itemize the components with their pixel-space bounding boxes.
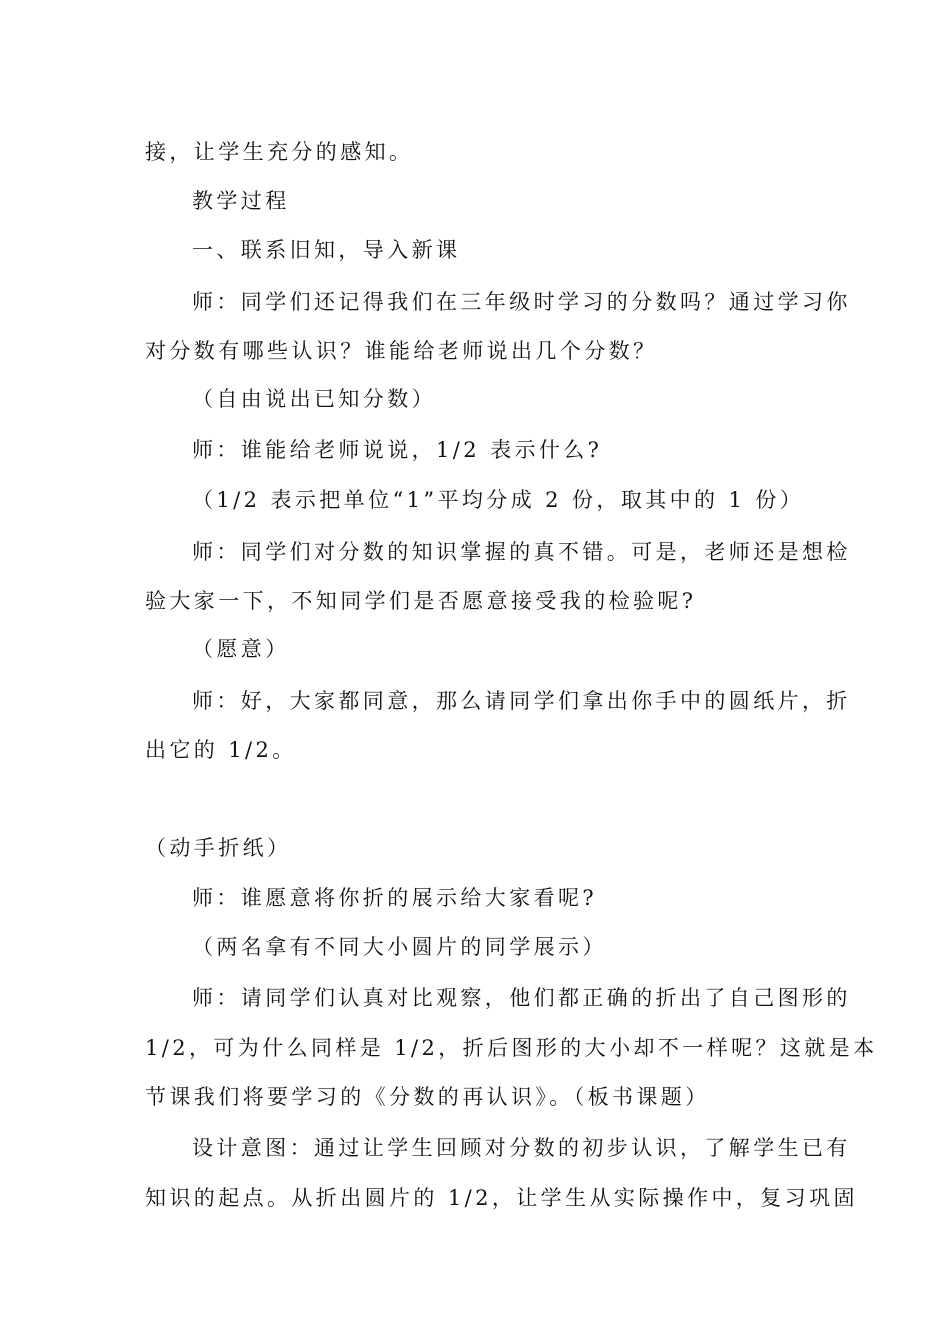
text-line: 师：请同学们认真对比观察，他们都正确的折出了自己图形的 — [192, 986, 851, 1010]
text-line: 设计意图：通过让学生回顾对分数的初步认识，了解学生已有 — [192, 1136, 851, 1160]
text-line: 接，让学生充分的感知。 — [145, 140, 414, 164]
text-line: 1/2，可为什么同样是 1/2，折后图形的大小却不一样呢？这就是本 — [145, 1036, 878, 1060]
text-line: 师：同学们对分数的知识掌握的真不错。可是，老师还是想检 — [192, 540, 851, 564]
text-line: 师：谁能给老师说说，1/2 表示什么? — [192, 438, 603, 462]
text-line: （愿意） — [192, 637, 290, 661]
text-line: 对分数有哪些认识？谁能给老师说出几个分数？ — [145, 339, 658, 363]
text-line: 师：好，大家都同意，那么请同学们拿出你手中的圆纸片，折 — [192, 689, 851, 713]
text-line: （动手折纸） — [145, 836, 292, 860]
section-heading: 教学过程 — [192, 189, 290, 213]
text-line: 出它的 1/2。 — [145, 738, 297, 762]
text-line: （自由说出已知分数） — [192, 387, 436, 411]
text-line: 验大家一下，不知同学们是否愿意接受我的检验呢? — [145, 589, 697, 613]
text-line: 师：谁愿意将你折的展示给大家看呢? — [192, 886, 598, 910]
text-line: （两名拿有不同大小圆片的同学展示） — [192, 935, 607, 959]
text-line: 节课我们将要学习的《分数的再认识》。（板书课题） — [145, 1085, 710, 1109]
text-line: 师：同学们还记得我们在三年级时学习的分数吗？通过学习你 — [192, 290, 851, 314]
section-heading: 一、联系旧知，导入新课 — [192, 238, 461, 262]
text-line: （1/2 表示把单位“1”平均分成 2 份，取其中的 1 份） — [192, 488, 805, 512]
text-line: 知识的起点。从折出圆片的 1/2，让学生从实际操作中，复习巩固 — [145, 1186, 858, 1210]
